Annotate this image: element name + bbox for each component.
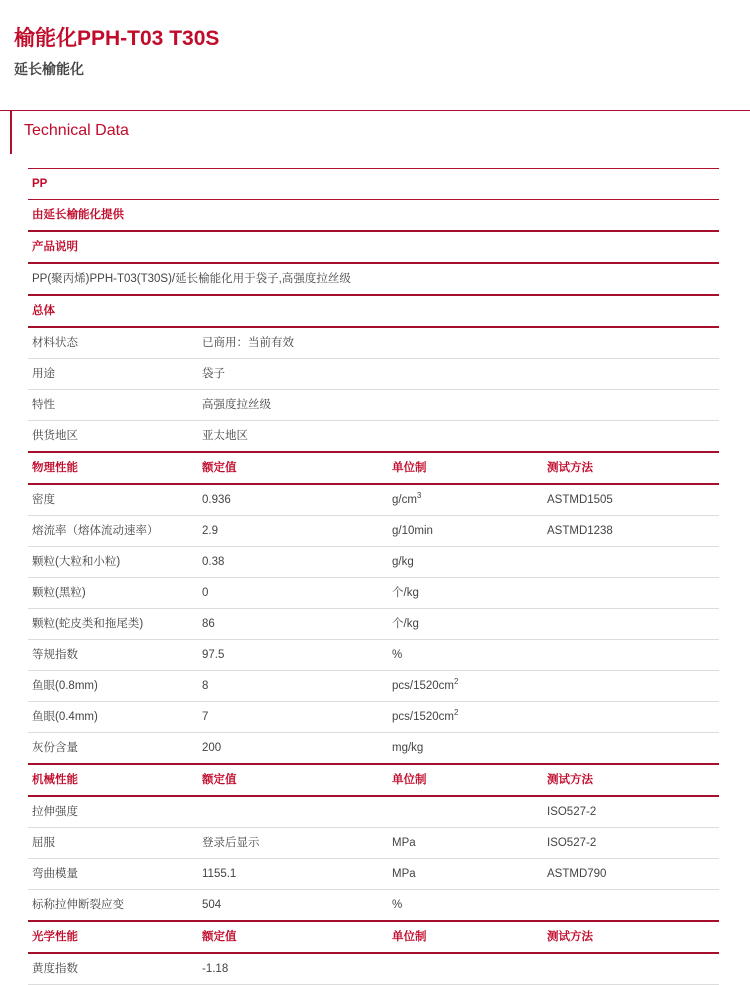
table-row [28,859,719,890]
property-test-method: ASTMD1238 [543,516,719,547]
property-value: 97.5 [198,640,388,671]
property-test-method [543,953,719,985]
property-test-method: 测试方法 [543,921,719,953]
property-test-method [543,421,719,453]
table-section-row [28,452,719,484]
property-name: 拉伸强度 [28,796,198,828]
table-section-row [28,169,719,200]
property-value: 额定值 [198,452,388,484]
property-value [198,200,388,232]
property-unit [388,390,543,421]
table-row [28,640,719,671]
property-name: 用途 [28,359,198,390]
property-value: 7 [198,702,388,733]
property-name: 总体 [28,295,198,327]
property-test-method [543,702,719,733]
property-test-method [543,609,719,640]
property-name: 标称拉伸断裂应变 [28,890,198,922]
property-unit: % [388,890,543,922]
property-name: 颗粒(大粒和小粒) [28,547,198,578]
property-value [198,169,388,200]
property-name: 材料状态 [28,327,198,359]
property-value: 2.9 [198,516,388,547]
property-name: 产品说明 [28,231,198,263]
property-unit [388,359,543,390]
property-unit [388,953,543,985]
property-unit: pcs/$1520cm^2$ [388,671,543,702]
property-name: 由延长榆能化提供 [28,200,198,232]
technical-data-panel [0,110,750,985]
table-section-row [28,921,719,953]
table-row [28,671,719,702]
property-name: 光学性能 [28,921,198,953]
property-name: 密度 [28,484,198,516]
property-name: 弯曲模量 [28,859,198,890]
property-unit: 单位制 [388,764,543,796]
property-name: PP [28,169,198,200]
technical-data-heading: Technical Data [24,122,129,139]
property-name: 熔流率（熔体流动速率） [28,516,198,547]
table-row [28,578,719,609]
table-row [28,484,719,516]
property-value: -1.18 [198,953,388,985]
property-unit: 单位制 [388,452,543,484]
table-section-row [28,200,719,232]
table-row [28,547,719,578]
property-name: 黄度指数 [28,953,198,985]
table-row [28,953,719,985]
property-name: 灰份含量 [28,733,198,765]
property-unit [388,295,543,327]
property-unit [388,796,543,828]
property-value: 0.38 [198,547,388,578]
property-name: 颗粒(蛇皮类和拖尾类) [28,609,198,640]
property-name: 鱼眼(0.8mm) [28,671,198,702]
property-unit: 个/kg [388,609,543,640]
property-value: 已商用：当前有效 [198,327,388,359]
property-test-method: ISO527-2 [543,796,719,828]
table-row [28,702,719,733]
property-name: 供货地区 [28,421,198,453]
property-test-method: ASTMD790 [543,859,719,890]
table-section-row [28,764,719,796]
property-unit: MPa [388,859,543,890]
property-unit [388,169,543,200]
property-unit: % [388,640,543,671]
property-test-method [543,295,719,327]
property-value: 1155.1 [198,859,388,890]
property-test-method [543,671,719,702]
property-unit: $g/cm^3$ [388,484,543,516]
property-name: 鱼眼(0.4mm) [28,702,198,733]
property-test-method [543,390,719,421]
property-test-method: ASTMD1505 [543,484,719,516]
table-row [28,421,719,453]
property-name: 颗粒(黑粒) [28,578,198,609]
property-value [198,231,388,263]
property-name: 特性 [28,390,198,421]
table-row [28,890,719,922]
property-value [198,295,388,327]
property-value: 0 [198,578,388,609]
property-value: 袋子 [198,359,388,390]
property-test-method [543,231,719,263]
property-value: 0.936 [198,484,388,516]
table-section-row [28,295,719,327]
property-test-method [543,733,719,765]
property-unit: g/kg [388,547,543,578]
property-unit [388,200,543,232]
technical-data-table [28,168,719,985]
table-row [28,796,719,828]
table-section-row [28,231,719,263]
property-name: 机械性能 [28,764,198,796]
property-test-method [543,578,719,609]
property-name: 物理性能 [28,452,198,484]
table-row [28,263,719,295]
technical-data-panel-inner [10,111,750,154]
property-value: 8 [198,671,388,702]
table-row [28,390,719,421]
table-row [28,516,719,547]
property-value: 额定值 [198,921,388,953]
property-test-method [543,200,719,232]
property-value: 200 [198,733,388,765]
property-unit: mg/kg [388,733,543,765]
property-test-method [543,640,719,671]
property-unit: pcs/$1520cm^2$ [388,702,543,733]
property-unit: 单位制 [388,921,543,953]
property-test-method [543,327,719,359]
property-test-method [543,169,719,200]
property-unit [388,421,543,453]
page-subtitle: 延长榆能化 [14,61,84,77]
property-test-method [543,890,719,922]
page-title: 榆能化PPH-T03 T30S [14,27,220,50]
property-unit: 个/kg [388,578,543,609]
table-row [28,733,719,765]
property-value: 登录后显示 [198,828,388,859]
document-header [0,0,750,80]
property-value: 高强度拉丝级 [198,390,388,421]
property-value: 亚太地区 [198,421,388,453]
property-value: 504 [198,890,388,922]
property-value: 额定值 [198,764,388,796]
table-row [28,609,719,640]
property-value: 86 [198,609,388,640]
property-value [198,796,388,828]
property-unit: MPa [388,828,543,859]
property-test-method [543,547,719,578]
property-test-method: 测试方法 [543,452,719,484]
property-unit [388,231,543,263]
property-name: 等规指数 [28,640,198,671]
table-row [28,327,719,359]
technical-data-table-body [28,169,719,985]
property-test-method: 测试方法 [543,764,719,796]
property-description: PP(聚丙烯)PPH-T03(T30S)/延长榆能化用于袋子,高强度拉丝级 [28,263,719,295]
property-unit [388,327,543,359]
table-row [28,359,719,390]
property-test-method [543,359,719,390]
table-row [28,828,719,859]
property-unit: g/10min [388,516,543,547]
property-test-method: ISO527-2 [543,828,719,859]
property-name: 屈服 [28,828,198,859]
